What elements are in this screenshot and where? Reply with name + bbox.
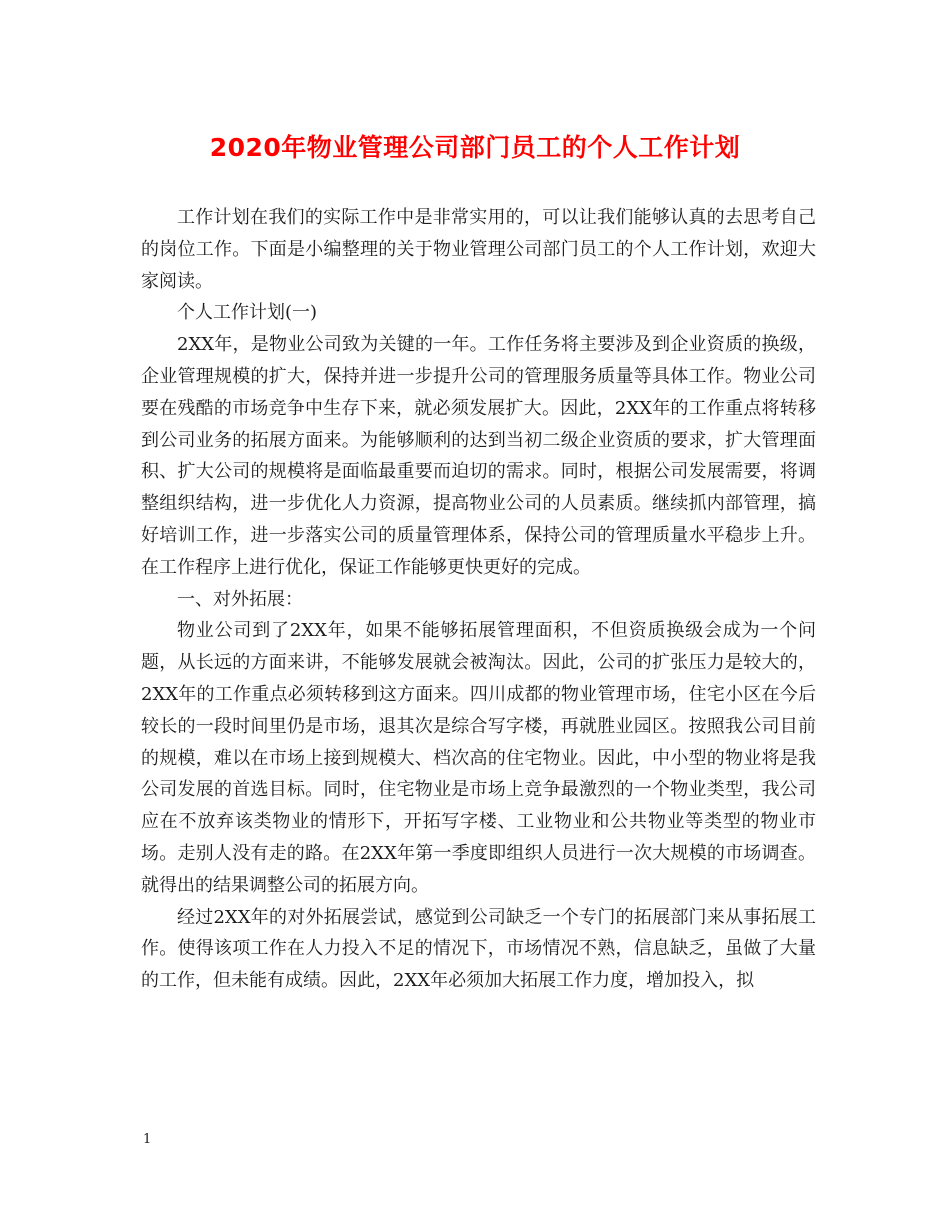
document-title: 2020年物业管理公司部门员工的个人工作计划 xyxy=(209,133,741,162)
section-heading-external-expansion: 一、对外拓展： xyxy=(177,588,303,610)
section-heading-plan-one: 个人工作计划(一) xyxy=(177,302,318,324)
document-body xyxy=(141,202,816,997)
body-paragraph: 经过2XX年的对外拓展尝试，感觉到公司缺乏一个专门的拓展部门来从事拓展工作。使得该项工作在人力投入不足的情况下，市场情况不熟，信息缺乏，虽做了大量的工作，但未能有成绩。因此，2XX年必须加大拓展工作力度，增加投入，拟 xyxy=(141,906,816,992)
page-number: 1 xyxy=(143,1132,152,1147)
intro-paragraph: 工作计划在我们的实际工作中是非常实用的，可以让我们能够认真的去思考自己的岗位工作。下面是小编整理的关于物业管理公司部门员工的个人工作计划，欢迎大家阅读。 xyxy=(141,207,816,292)
body-paragraph: 物业公司到了2XX年，如果不能够拓展管理面积，不但资质换级会成为一个问题，从长远的方面来讲，不能够发展就会被淘汰。因此，公司的扩张压力是较大的，2XX年的工作重点必须转移到这方面来。四川成都的物业管理市场，住宅小区在今后较长的一段时间里仍是市场，退其次是综合写字楼，再就胜业园区。按照我公司目前的规模，难以在市场上接到规模大、档次高的住宅物业。因此，中小型的物业将是我公司发展的首选目标。同时，住宅物业是市场上竞争最激烈的一个物业类型，我公司应在不放弃该类物业的情形下，开拓写字楼、工业物业和公共物业等类型的物业市场。走别人没有走的路。在2XX年第一季度即组织人员进行一次大规模的市场调查。就得出的结果调整公司的拓展方向。 xyxy=(141,620,816,896)
body-paragraph: 2XX年，是物业公司致为关键的一年。工作任务将主要涉及到企业资质的换级，企业管理规模的扩大，保持并进一步提升公司的管理服务质量等具体工作。物业公司要在残酷的市场竞争中生存下来，就必须发展扩大。因此，2XX年的工作重点将转移到公司业务的拓展方面来。为能够顺利的达到当初二级企业资质的要求，扩大管理面积、扩大公司的规模将是面临最重要而迫切的需求。同时，根据公司发展需要，将调整组织结构，进一步优化人力资源，提高物业公司的人员素质。继续抓内部管理，搞好培训工作，进一步落实公司的质量管理体系，保持公司的管理质量水平稳步上升。在工作程序上进行优化，保证工作能够更快更好的完成。 xyxy=(141,334,816,578)
